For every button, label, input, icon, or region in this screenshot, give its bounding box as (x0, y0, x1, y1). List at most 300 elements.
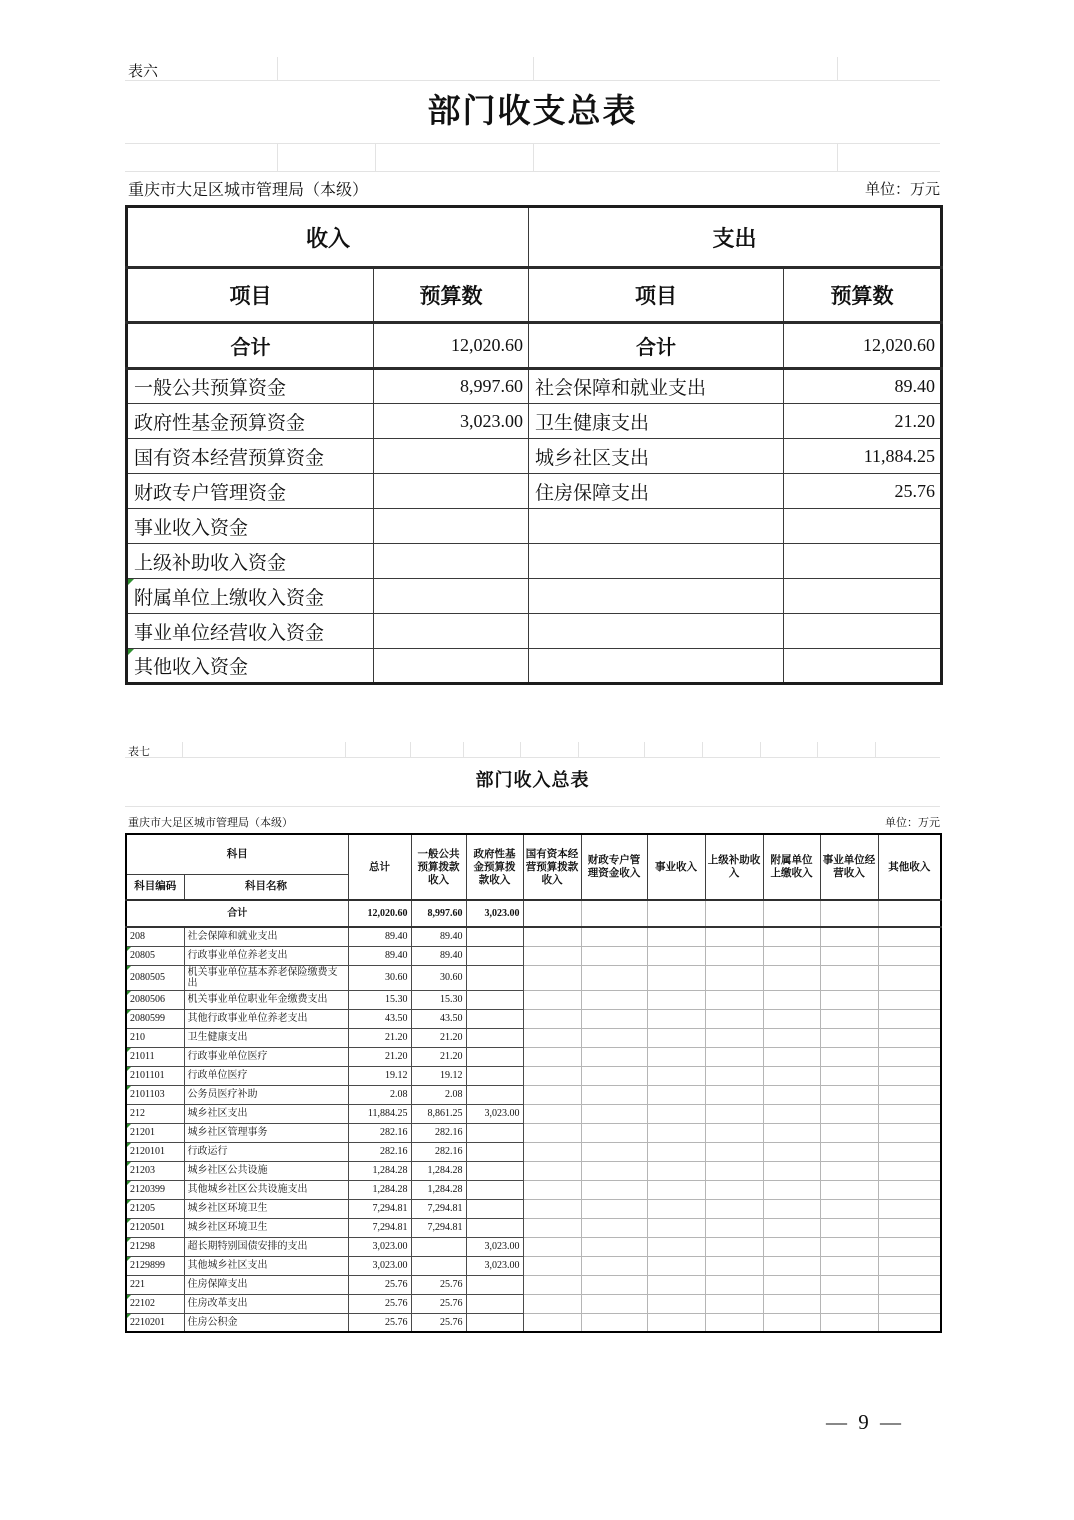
value-cell-total: 89.40 (348, 946, 411, 965)
value-cell-superior-subsidy (705, 1161, 763, 1180)
value-cell-affiliated-unit (763, 1237, 820, 1256)
gridline (125, 757, 940, 758)
table7-row (126, 1123, 941, 1142)
subject-name-header: 科目名称 (184, 874, 348, 900)
subject-code-cell: 208 (126, 927, 184, 946)
value-cell-total: 282.16 (348, 1123, 411, 1142)
gridline (125, 806, 940, 807)
value-cell-other (878, 927, 941, 946)
gridline (875, 742, 876, 757)
value-cell-general-public: 89.40 (411, 927, 466, 946)
gridline (702, 742, 703, 757)
value-cell-total: 3,023.00 (348, 1237, 411, 1256)
value-cell-superior-subsidy (705, 1256, 763, 1275)
value-cell-other (878, 1066, 941, 1085)
value-cell-business-operating (820, 1313, 878, 1332)
income-item-cell: 一般公共预算资金 (127, 369, 374, 404)
value-cell-business-operating (820, 1085, 878, 1104)
value-cell-state-capital (523, 1009, 581, 1028)
value-cell-state-capital (523, 1066, 581, 1085)
value-cell-other (878, 1009, 941, 1028)
value-cell-superior-subsidy (705, 1313, 763, 1332)
value-cell-business-income (647, 1085, 705, 1104)
value-cell-other (878, 1047, 941, 1066)
value-cell-other (878, 1256, 941, 1275)
gridline (125, 80, 940, 81)
value-cell-business-income (647, 965, 705, 990)
subject-name-cell: 超长期特别国债安排的支出 (184, 1237, 348, 1256)
value-cell-state-capital (523, 965, 581, 990)
total-value: 12,020.60 (348, 900, 411, 927)
value-cell-fiscal-special (581, 1313, 647, 1332)
table7-row (126, 1047, 941, 1066)
value-cell-superior-subsidy (705, 1237, 763, 1256)
subject-code-cell: 21205 (126, 1199, 184, 1218)
table7-row (126, 990, 941, 1009)
value-cell-other (878, 1275, 941, 1294)
total-value (705, 900, 763, 927)
subject-code-cell: 2101101 (126, 1066, 184, 1085)
subject-name-cell: 住房改革支出 (184, 1294, 348, 1313)
subject-name-cell: 行政事业单位养老支出 (184, 946, 348, 965)
subject-name-cell: 行政运行 (184, 1142, 348, 1161)
value-cell-government-fund (466, 1123, 523, 1142)
income-value-cell: 8,997.60 (374, 369, 529, 404)
table7-row (126, 1313, 941, 1332)
table7-row (126, 1028, 941, 1047)
value-cell-business-operating (820, 1047, 878, 1066)
value-cell-affiliated-unit (763, 965, 820, 990)
total-value (581, 900, 647, 927)
value-cell-government-fund (466, 946, 523, 965)
value-cell-total: 25.76 (348, 1275, 411, 1294)
value-cell-business-income (647, 1313, 705, 1332)
col-header-other-income: 其他收入 (878, 834, 941, 900)
value-cell-fiscal-special (581, 1237, 647, 1256)
table7-org-name: 重庆市大足区城市管理局（本级） (128, 817, 293, 829)
gridline (533, 143, 534, 171)
value-cell-affiliated-unit (763, 1066, 820, 1085)
value-cell-fiscal-special (581, 1275, 647, 1294)
value-cell-affiliated-unit (763, 1275, 820, 1294)
expense-value-cell (784, 649, 942, 684)
value-cell-fiscal-special (581, 1199, 647, 1218)
table6-row (127, 649, 942, 684)
gridline (182, 742, 183, 757)
value-cell-business-income (647, 990, 705, 1009)
expense-item-col-header: 项目 (529, 268, 784, 323)
subject-name-cell: 住房保障支出 (184, 1275, 348, 1294)
value-cell-fiscal-special (581, 1180, 647, 1199)
income-item-col-header: 项目 (127, 268, 374, 323)
total-value (523, 900, 581, 927)
gridline (410, 742, 411, 757)
table7-row (126, 927, 941, 946)
value-cell-other (878, 1123, 941, 1142)
value-cell-business-operating (820, 1256, 878, 1275)
expense-item-cell (529, 509, 784, 544)
gridline (375, 143, 376, 171)
table6-row (127, 474, 942, 509)
value-cell-fiscal-special (581, 927, 647, 946)
value-cell-other (878, 1028, 941, 1047)
table6-row (127, 369, 942, 404)
value-cell-general-public: 30.60 (411, 965, 466, 990)
value-cell-superior-subsidy (705, 946, 763, 965)
total-value (878, 900, 941, 927)
value-cell-total: 3,023.00 (348, 1256, 411, 1275)
subject-code-cell: 221 (126, 1275, 184, 1294)
value-cell-general-public: 21.20 (411, 1028, 466, 1047)
value-cell-business-operating (820, 1123, 878, 1142)
income-item-cell: 财政专户管理资金 (127, 474, 374, 509)
table7-row (126, 1085, 941, 1104)
value-cell-affiliated-unit (763, 1142, 820, 1161)
value-cell-affiliated-unit (763, 1104, 820, 1123)
table6-row (127, 509, 942, 544)
income-item-cell: 其他收入资金 (127, 649, 374, 684)
table7-row (126, 965, 941, 990)
value-cell-state-capital (523, 1142, 581, 1161)
table6-org-name: 重庆市大足区城市管理局（本级） (128, 182, 369, 199)
value-cell-affiliated-unit (763, 1009, 820, 1028)
gridline (345, 742, 346, 757)
subject-name-cell: 行政单位医疗 (184, 1066, 348, 1085)
value-cell-affiliated-unit (763, 1123, 820, 1142)
value-cell-affiliated-unit (763, 1085, 820, 1104)
expense-value-cell: 25.76 (784, 474, 942, 509)
value-cell-affiliated-unit (763, 990, 820, 1009)
value-cell-state-capital (523, 1180, 581, 1199)
value-cell-state-capital (523, 1085, 581, 1104)
value-cell-fiscal-special (581, 1123, 647, 1142)
value-cell-business-operating (820, 990, 878, 1009)
value-cell-business-income (647, 1161, 705, 1180)
expense-item-cell: 社会保障和就业支出 (529, 369, 784, 404)
value-cell-business-income (647, 1047, 705, 1066)
value-cell-business-income (647, 946, 705, 965)
gridline (533, 57, 534, 80)
value-cell-general-public: 43.50 (411, 1009, 466, 1028)
table6-row (127, 439, 942, 474)
value-cell-government-fund (466, 1313, 523, 1332)
value-cell-government-fund: 3,023.00 (466, 1237, 523, 1256)
value-cell-fiscal-special (581, 1066, 647, 1085)
col-header-business-operating-income: 事业单位经营收入 (820, 834, 878, 900)
value-cell-state-capital (523, 1218, 581, 1237)
value-cell-total: 89.40 (348, 927, 411, 946)
gridline (277, 143, 278, 171)
value-cell-other (878, 1142, 941, 1161)
value-cell-government-fund (466, 1275, 523, 1294)
value-cell-business-income (647, 1199, 705, 1218)
income-item-cell: 上级补助收入资金 (127, 544, 374, 579)
table6-row (127, 579, 942, 614)
value-cell-fiscal-special (581, 1218, 647, 1237)
expense-total-value: 12,020.60 (784, 323, 942, 369)
table7-row (126, 1142, 941, 1161)
value-cell-business-operating (820, 946, 878, 965)
subject-name-cell: 公务员医疗补助 (184, 1085, 348, 1104)
value-cell-government-fund (466, 1085, 523, 1104)
income-value-cell: 3,023.00 (374, 404, 529, 439)
total-value (647, 900, 705, 927)
income-total-label: 合计 (127, 323, 374, 369)
value-cell-general-public: 21.20 (411, 1047, 466, 1066)
value-cell-state-capital (523, 1313, 581, 1332)
value-cell-state-capital (523, 1275, 581, 1294)
value-cell-superior-subsidy (705, 1142, 763, 1161)
value-cell-state-capital (523, 1161, 581, 1180)
table7-row (126, 1218, 941, 1237)
value-cell-business-income (647, 1180, 705, 1199)
value-cell-affiliated-unit (763, 946, 820, 965)
value-cell-superior-subsidy (705, 1180, 763, 1199)
value-cell-other (878, 1104, 941, 1123)
subject-code-cell: 2080599 (126, 1009, 184, 1028)
value-cell-total: 25.76 (348, 1313, 411, 1332)
value-cell-state-capital (523, 1256, 581, 1275)
subject-code-cell: 212 (126, 1104, 184, 1123)
subject-name-cell: 卫生健康支出 (184, 1028, 348, 1047)
subject-name-cell: 城乡社区环境卫生 (184, 1218, 348, 1237)
expense-item-cell: 住房保障支出 (529, 474, 784, 509)
value-cell-general-public: 8,861.25 (411, 1104, 466, 1123)
col-header-government-fund-budget: 政府性基金预算拨款收入 (466, 834, 523, 900)
value-cell-state-capital (523, 1294, 581, 1313)
expense-budget-col-header: 预算数 (784, 268, 942, 323)
value-cell-fiscal-special (581, 1142, 647, 1161)
gridline (837, 143, 838, 171)
value-cell-total: 7,294.81 (348, 1199, 411, 1218)
expense-value-cell: 89.40 (784, 369, 942, 404)
value-cell-affiliated-unit (763, 927, 820, 946)
value-cell-business-operating (820, 1009, 878, 1028)
table6-row (127, 404, 942, 439)
subject-code-cell: 21011 (126, 1047, 184, 1066)
expense-value-cell (784, 579, 942, 614)
subject-code-cell: 2210201 (126, 1313, 184, 1332)
value-cell-total: 19.12 (348, 1066, 411, 1085)
income-item-cell: 事业单位经营收入资金 (127, 614, 374, 649)
value-cell-government-fund (466, 1142, 523, 1161)
value-cell-other (878, 1237, 941, 1256)
col-header-state-capital-budget: 国有资本经营预算拨款收入 (523, 834, 581, 900)
expense-item-cell: 卫生健康支出 (529, 404, 784, 439)
value-cell-general-public: 282.16 (411, 1123, 466, 1142)
value-cell-general-public: 7,294.81 (411, 1218, 466, 1237)
income-value-cell (374, 649, 529, 684)
col-header-general-public-budget: 一般公共预算拨款收入 (411, 834, 466, 900)
value-cell-business-operating (820, 1218, 878, 1237)
subject-code-cell: 20805 (126, 946, 184, 965)
value-cell-state-capital (523, 1123, 581, 1142)
income-item-cell: 国有资本经营预算资金 (127, 439, 374, 474)
income-value-cell (374, 439, 529, 474)
value-cell-business-income (647, 1256, 705, 1275)
table6-row (127, 614, 942, 649)
value-cell-other (878, 1180, 941, 1199)
value-cell-government-fund (466, 1161, 523, 1180)
value-cell-state-capital (523, 1104, 581, 1123)
value-cell-superior-subsidy (705, 1123, 763, 1142)
expense-value-cell: 21.20 (784, 404, 942, 439)
table7-row (126, 1237, 941, 1256)
value-cell-fiscal-special (581, 965, 647, 990)
subject-code-cell: 2129899 (126, 1256, 184, 1275)
subject-code-header: 科目编码 (126, 874, 184, 900)
value-cell-general-public: 25.76 (411, 1275, 466, 1294)
subject-code-cell: 2120501 (126, 1218, 184, 1237)
expense-section-header: 支出 (529, 207, 942, 268)
value-cell-general-public (411, 1237, 466, 1256)
value-cell-other (878, 1161, 941, 1180)
value-cell-business-operating (820, 1237, 878, 1256)
value-cell-government-fund (466, 1294, 523, 1313)
subject-name-cell: 城乡社区环境卫生 (184, 1199, 348, 1218)
value-cell-total: 2.08 (348, 1085, 411, 1104)
income-item-cell: 事业收入资金 (127, 509, 374, 544)
total-label: 合计 (126, 900, 348, 927)
value-cell-general-public (411, 1256, 466, 1275)
value-cell-government-fund: 3,023.00 (466, 1256, 523, 1275)
value-cell-fiscal-special (581, 1047, 647, 1066)
subject-name-cell: 社会保障和就业支出 (184, 927, 348, 946)
value-cell-state-capital (523, 946, 581, 965)
income-budget-col-header: 预算数 (374, 268, 529, 323)
value-cell-total: 7,294.81 (348, 1218, 411, 1237)
gridline (578, 742, 579, 757)
gridline (277, 57, 278, 80)
gridline (644, 742, 645, 757)
value-cell-fiscal-special (581, 946, 647, 965)
subject-name-cell: 城乡社区公共设施 (184, 1161, 348, 1180)
expense-item-cell (529, 614, 784, 649)
table7-unit-label: 单位：万元 (885, 817, 940, 829)
value-cell-general-public: 25.76 (411, 1294, 466, 1313)
subject-code-cell: 210 (126, 1028, 184, 1047)
value-cell-government-fund (466, 1009, 523, 1028)
value-cell-fiscal-special (581, 1161, 647, 1180)
value-cell-business-operating (820, 1294, 878, 1313)
expense-value-cell: 11,884.25 (784, 439, 942, 474)
value-cell-total: 21.20 (348, 1028, 411, 1047)
value-cell-fiscal-special (581, 1294, 647, 1313)
table7-row (126, 1009, 941, 1028)
value-cell-government-fund (466, 1199, 523, 1218)
value-cell-other (878, 1313, 941, 1332)
subject-code-cell: 21201 (126, 1123, 184, 1142)
value-cell-affiliated-unit (763, 1313, 820, 1332)
table6-unit-label: 单位：万元 (864, 182, 940, 198)
subject-name-cell: 城乡社区管理事务 (184, 1123, 348, 1142)
value-cell-superior-subsidy (705, 1085, 763, 1104)
value-cell-superior-subsidy (705, 1009, 763, 1028)
value-cell-business-operating (820, 1275, 878, 1294)
expense-total-label: 合计 (529, 323, 784, 369)
value-cell-business-income (647, 1218, 705, 1237)
gridline (125, 171, 940, 172)
value-cell-affiliated-unit (763, 1047, 820, 1066)
value-cell-total: 30.60 (348, 965, 411, 990)
value-cell-affiliated-unit (763, 1256, 820, 1275)
income-total-value: 12,020.60 (374, 323, 529, 369)
income-item-cell: 附属单位上缴收入资金 (127, 579, 374, 614)
value-cell-superior-subsidy (705, 1199, 763, 1218)
value-cell-superior-subsidy (705, 1294, 763, 1313)
value-cell-total: 25.76 (348, 1294, 411, 1313)
table7-total-row (126, 900, 941, 927)
subject-code-cell: 2120101 (126, 1142, 184, 1161)
value-cell-general-public: 25.76 (411, 1313, 466, 1332)
value-cell-other (878, 1294, 941, 1313)
subject-header: 科目 (126, 834, 348, 874)
income-value-cell (374, 509, 529, 544)
value-cell-state-capital (523, 990, 581, 1009)
expense-item-cell (529, 544, 784, 579)
value-cell-superior-subsidy (705, 965, 763, 990)
value-cell-fiscal-special (581, 1256, 647, 1275)
subject-name-cell: 住房公积金 (184, 1313, 348, 1332)
value-cell-superior-subsidy (705, 1028, 763, 1047)
expense-item-cell: 城乡社区支出 (529, 439, 784, 474)
subject-code-cell: 2080505 (126, 965, 184, 990)
value-cell-government-fund (466, 1180, 523, 1199)
value-cell-affiliated-unit (763, 1180, 820, 1199)
value-cell-total: 11,884.25 (348, 1104, 411, 1123)
value-cell-fiscal-special (581, 990, 647, 1009)
value-cell-total: 15.30 (348, 990, 411, 1009)
value-cell-other (878, 1085, 941, 1104)
value-cell-business-operating (820, 927, 878, 946)
value-cell-state-capital (523, 927, 581, 946)
col-header-total: 总计 (348, 834, 411, 900)
value-cell-other (878, 990, 941, 1009)
value-cell-superior-subsidy (705, 990, 763, 1009)
value-cell-other (878, 946, 941, 965)
value-cell-affiliated-unit (763, 1028, 820, 1047)
col-header-affiliated-unit-income: 附属单位上缴收入 (763, 834, 820, 900)
value-cell-state-capital (523, 1199, 581, 1218)
gridline (520, 742, 521, 757)
table7-row (126, 1066, 941, 1085)
value-cell-government-fund (466, 1047, 523, 1066)
expense-value-cell (784, 544, 942, 579)
col-header-fiscal-special-account: 财政专户管理资金收入 (581, 834, 647, 900)
table7-row (126, 946, 941, 965)
value-cell-general-public: 89.40 (411, 946, 466, 965)
value-cell-state-capital (523, 1237, 581, 1256)
value-cell-affiliated-unit (763, 1161, 820, 1180)
subject-code-cell: 2101103 (126, 1085, 184, 1104)
value-cell-other (878, 965, 941, 990)
value-cell-state-capital (523, 1047, 581, 1066)
subject-name-cell: 机关事业单位职业年金缴费支出 (184, 990, 348, 1009)
value-cell-other (878, 1199, 941, 1218)
gridline (837, 57, 838, 80)
value-cell-general-public: 15.30 (411, 990, 466, 1009)
value-cell-general-public: 282.16 (411, 1142, 466, 1161)
income-value-cell (374, 474, 529, 509)
value-cell-business-income (647, 927, 705, 946)
value-cell-government-fund (466, 1066, 523, 1085)
value-cell-fiscal-special (581, 1009, 647, 1028)
income-item-cell: 政府性基金预算资金 (127, 404, 374, 439)
table7-row (126, 1104, 941, 1123)
table7-row (126, 1180, 941, 1199)
subject-name-cell: 行政事业单位医疗 (184, 1047, 348, 1066)
value-cell-government-fund (466, 1218, 523, 1237)
